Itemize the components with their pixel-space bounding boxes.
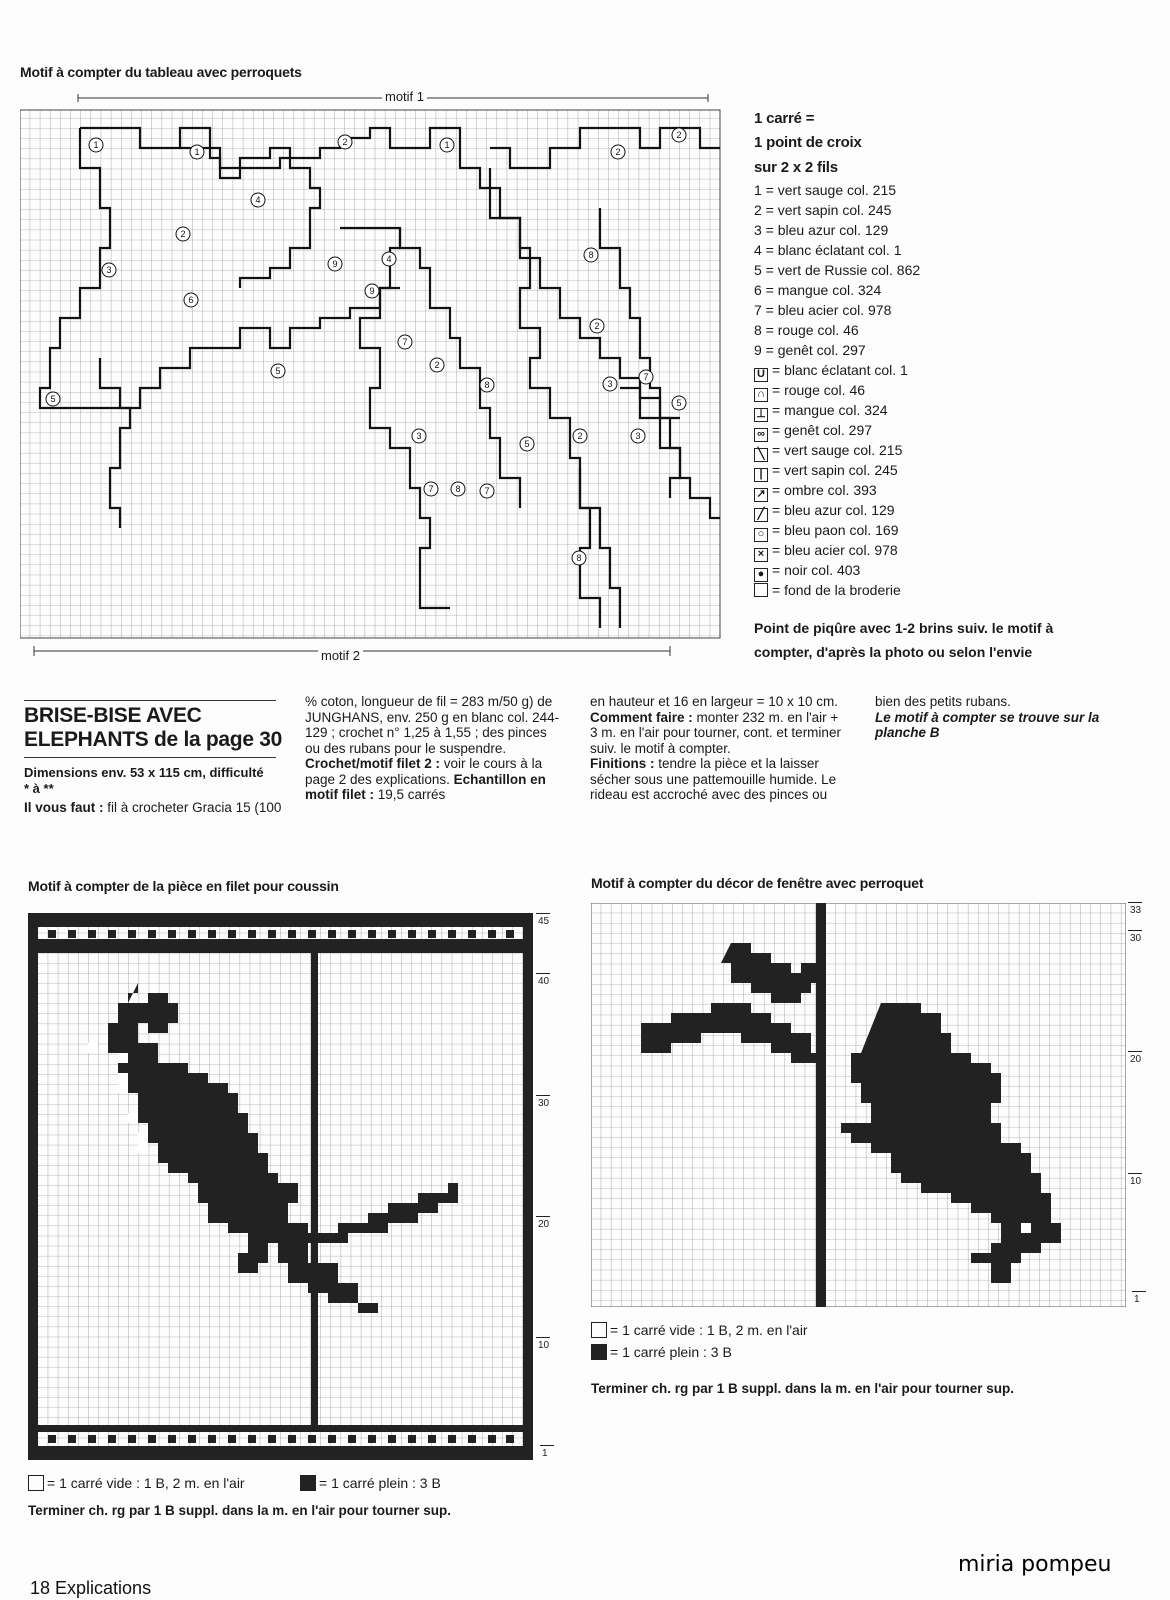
legend-item: 8 = rouge col. 46 xyxy=(754,322,859,338)
svg-text:5: 5 xyxy=(50,394,56,404)
article-col2: % coton, longueur de fil = 283 m/50 g) de JUNGHANS, env. 250 g en blanc col. 244-129 ; crochet n° 1,25 à 1,55 ; des pinces ou des rubans pour le suspendre. Crochet/motif filet 2 : voir le cours à la page 2 des explications. Echantillon en motif filet : 19,5 carrés xyxy=(305,694,560,802)
chart2-legend-full: = 1 carré plein : 3 B xyxy=(300,1475,441,1491)
chart2-tick: 30 xyxy=(538,1098,550,1109)
chart2-tick: 40 xyxy=(538,976,550,987)
svg-text:2: 2 xyxy=(434,360,440,370)
svg-text:3: 3 xyxy=(106,265,112,275)
chart3-legend-full: = 1 carré plein : 3 B xyxy=(591,1344,732,1360)
article-col4: bien des petits rubans. Le motif à compter se trouve sur la planche B xyxy=(875,694,1100,740)
chart3-tick: 10 xyxy=(1130,1176,1142,1187)
page-footer: 18 Explications xyxy=(30,1578,152,1598)
legend-boxed-item: U = blanc éclatant col. 1 xyxy=(754,360,908,382)
svg-text:5: 5 xyxy=(676,398,682,408)
chart2-grid xyxy=(28,913,533,1460)
svg-text:2: 2 xyxy=(180,229,186,239)
dot-symbol-icon: ● xyxy=(754,568,768,582)
chart3-grid xyxy=(591,903,1126,1307)
filled-square-icon xyxy=(591,1344,607,1360)
svg-text:9: 9 xyxy=(369,286,375,296)
article-difficulty: * à ** xyxy=(24,781,54,796)
u-symbol-icon: U xyxy=(754,368,768,382)
svg-text:4: 4 xyxy=(255,195,261,205)
legend-item: 7 = bleu acier col. 978 xyxy=(754,302,892,318)
chart3-tick: 20 xyxy=(1130,1054,1142,1065)
empty-square-icon xyxy=(591,1322,607,1338)
svg-text:9: 9 xyxy=(332,259,338,269)
svg-text:2: 2 xyxy=(615,147,621,157)
legend-item: 6 = mangue col. 324 xyxy=(754,282,882,298)
svg-text:5: 5 xyxy=(524,439,530,449)
backslash-symbol-icon: ╲ xyxy=(754,448,768,462)
cross-symbol-icon: × xyxy=(754,548,768,562)
legend-boxed-item: = fond de la broderie xyxy=(754,580,901,600)
slash-symbol-icon: ╱ xyxy=(754,508,768,522)
article-col3: en hauteur et 16 en largeur = 10 x 10 cm. Comment faire : monter 232 m. en l'air + 3 m. en l'air pour tourner, cont. et terminer suiv. le motif à compter. Finitions : tendre la pièce et la laisser sécher sous une pattemouille humide. Le rideau est accroché avec des pinces ou xyxy=(590,694,841,802)
chart3-title: Motif à compter du décor de fenêtre avec perroquet xyxy=(591,875,924,891)
svg-text:6: 6 xyxy=(188,295,194,305)
svg-text:8: 8 xyxy=(455,484,461,494)
article-dims: Dimensions env. 53 x 115 cm, difficulté xyxy=(24,765,264,780)
chart2-tick: 45 xyxy=(538,916,550,927)
chart3-tick: 33 xyxy=(1130,905,1142,916)
motif1-label: motif 1 xyxy=(382,89,427,104)
chart2-tick: 20 xyxy=(538,1219,550,1230)
legend-title1: 1 carré = xyxy=(754,110,815,127)
legend-boxed-item: | = vert sapin col. 245 xyxy=(754,460,898,482)
svg-text:7: 7 xyxy=(402,337,408,347)
svg-text:1: 1 xyxy=(194,147,200,157)
chart2-legend-empty: = 1 carré vide : 1 B, 2 m. en l'air xyxy=(28,1475,245,1491)
svg-text:1: 1 xyxy=(444,140,450,150)
svg-text:7: 7 xyxy=(643,372,649,382)
circle-symbol-icon: ○ xyxy=(754,528,768,542)
legend-boxed-item: ╱ = bleu azur col. 129 xyxy=(754,500,895,522)
perp-symbol-icon: ⊥ xyxy=(754,408,768,422)
svg-text:4: 4 xyxy=(386,254,392,264)
chart3-legend-empty: = 1 carré vide : 1 B, 2 m. en l'air xyxy=(591,1322,808,1338)
svg-text:7: 7 xyxy=(484,486,490,496)
chart1-title: Motif à compter du tableau avec perroquets xyxy=(20,64,302,80)
legend-boxed-item: ⊥ = mangue col. 324 xyxy=(754,400,888,422)
loop-symbol-icon: ∞ xyxy=(754,428,768,442)
chart1-grid xyxy=(20,88,740,668)
legend-boxed-item: ↗ = ombre col. 393 xyxy=(754,480,877,502)
watermark: miria pompeu xyxy=(958,1552,1112,1577)
filled-square-icon xyxy=(300,1475,316,1491)
chart2-tick: 1 xyxy=(542,1448,548,1459)
arrow-symbol-icon: ↗ xyxy=(754,488,768,502)
svg-text:2: 2 xyxy=(676,130,682,140)
svg-text:1: 1 xyxy=(93,140,99,150)
legend-item: 2 = vert sapin col. 245 xyxy=(754,202,892,218)
svg-text:2: 2 xyxy=(594,321,600,331)
svg-text:8: 8 xyxy=(484,380,490,390)
chart2-title: Motif à compter de la pièce en filet pour coussin xyxy=(28,878,339,894)
bar-symbol-icon: | xyxy=(754,468,768,482)
legend-item: 9 = genêt col. 297 xyxy=(754,342,866,358)
legend-title2: 1 point de croix xyxy=(754,134,862,151)
article-need: Il vous faut : fil à crocheter Gracia 15 (100 xyxy=(24,800,282,815)
legend-boxed-item: × = bleu acier col. 978 xyxy=(754,540,898,562)
legend-boxed-item: ∞ = genêt col. 297 xyxy=(754,420,872,442)
chart2-note: Terminer ch. rg par 1 B suppl. dans la m. en l'air pour tourner sup. xyxy=(28,1503,452,1518)
svg-text:8: 8 xyxy=(576,553,582,563)
empty-symbol-icon xyxy=(754,583,768,597)
svg-text:3: 3 xyxy=(416,431,422,441)
legend-boxed-item: ● = noir col. 403 xyxy=(754,560,860,582)
legend-boxed-item: ∩ = rouge col. 46 xyxy=(754,380,865,402)
legend-title3: sur 2 x 2 fils xyxy=(754,159,838,176)
svg-text:3: 3 xyxy=(607,379,613,389)
legend-item: 3 = bleu azur col. 129 xyxy=(754,222,889,238)
chart3-tick: 30 xyxy=(1130,933,1142,944)
legend-boxed-item: ○ = bleu paon col. 169 xyxy=(754,520,899,542)
legend-note: Point de piqûre avec 1-2 brins suiv. le motif à compter, d'après la photo ou selon l'envie xyxy=(754,620,1054,660)
motif2-label: motif 2 xyxy=(318,648,363,663)
legend-item: 5 = vert de Russie col. 862 xyxy=(754,262,921,278)
svg-text:2: 2 xyxy=(577,431,583,441)
legend-item: 4 = blanc éclatant col. 1 xyxy=(754,242,902,258)
legend-item: 1 = vert sauge col. 215 xyxy=(754,182,897,198)
legend-boxed-item: ╲ = vert sauge col. 215 xyxy=(754,440,902,462)
chart2-tick: 10 xyxy=(538,1340,550,1351)
svg-text:5: 5 xyxy=(275,366,281,376)
svg-text:3: 3 xyxy=(635,431,641,441)
chart3-note: Terminer ch. rg par 1 B suppl. dans la m. en l'air pour tourner sup. xyxy=(591,1381,1015,1396)
svg-text:2: 2 xyxy=(342,137,348,147)
chart3-tick: 1 xyxy=(1134,1294,1140,1305)
empty-square-icon xyxy=(28,1475,44,1491)
cap-symbol-icon: ∩ xyxy=(754,388,768,402)
svg-text:8: 8 xyxy=(588,250,594,260)
article-title: BRISE-BISE AVEC ELEPHANTS de la page 30 xyxy=(24,704,283,751)
svg-text:7: 7 xyxy=(428,484,434,494)
